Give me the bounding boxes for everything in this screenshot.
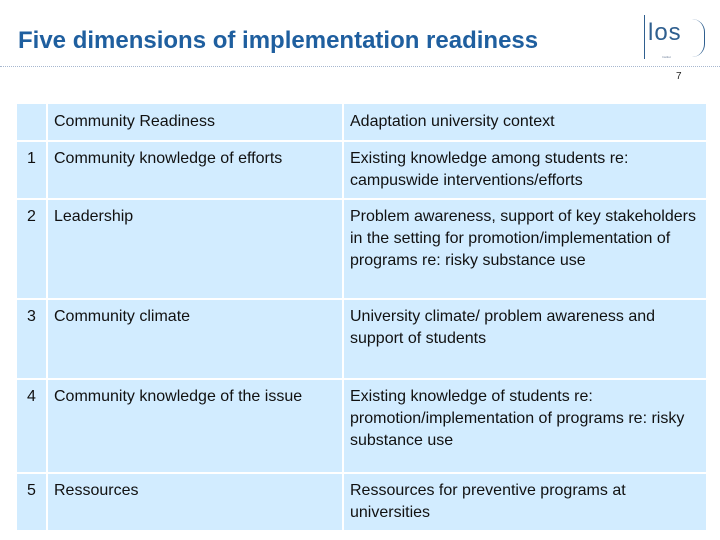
adaptation-cell: Ressources for preventive programs at universities <box>343 473 707 531</box>
readiness-table <box>15 102 708 532</box>
table-row <box>16 141 707 199</box>
logo-subtext: Institut <box>662 55 671 59</box>
dimension-cell: Leadership <box>47 199 343 299</box>
dimension-cell: Community knowledge of efforts <box>47 141 343 199</box>
logo-text: los <box>648 19 682 46</box>
page-number: 7 <box>676 71 682 82</box>
table-row <box>16 379 707 473</box>
row-number: 3 <box>16 299 47 379</box>
table-header-community-readiness: Community Readiness <box>47 103 343 141</box>
adaptation-cell: Problem awareness, support of key stakeholders in the setting for promotion/implementation of programs re: risky substance use <box>343 199 707 299</box>
logo-arc-shape <box>692 19 705 57</box>
institute-logo <box>640 11 710 65</box>
table-row <box>16 473 707 531</box>
dimension-cell: Ressources <box>47 473 343 531</box>
dimension-cell: Community climate <box>47 299 343 379</box>
table-row <box>16 299 707 379</box>
dimension-cell: Community knowledge of the issue <box>47 379 343 473</box>
row-number: 1 <box>16 141 47 199</box>
page-title: Five dimensions of implementation readiness <box>18 27 539 54</box>
header-divider <box>0 66 720 67</box>
table-header-row <box>16 103 707 141</box>
row-number: 5 <box>16 473 47 531</box>
table-header-number <box>16 103 47 141</box>
adaptation-cell: Existing knowledge of students re: promotion/implementation of programs re: risky substance use <box>343 379 707 473</box>
adaptation-cell: University climate/ problem awareness and support of students <box>343 299 707 379</box>
table-header-adaptation: Adaptation university context <box>343 103 707 141</box>
adaptation-cell: Existing knowledge among students re: campuswide interventions/efforts <box>343 141 707 199</box>
row-number: 4 <box>16 379 47 473</box>
table-row <box>16 199 707 299</box>
row-number: 2 <box>16 199 47 299</box>
